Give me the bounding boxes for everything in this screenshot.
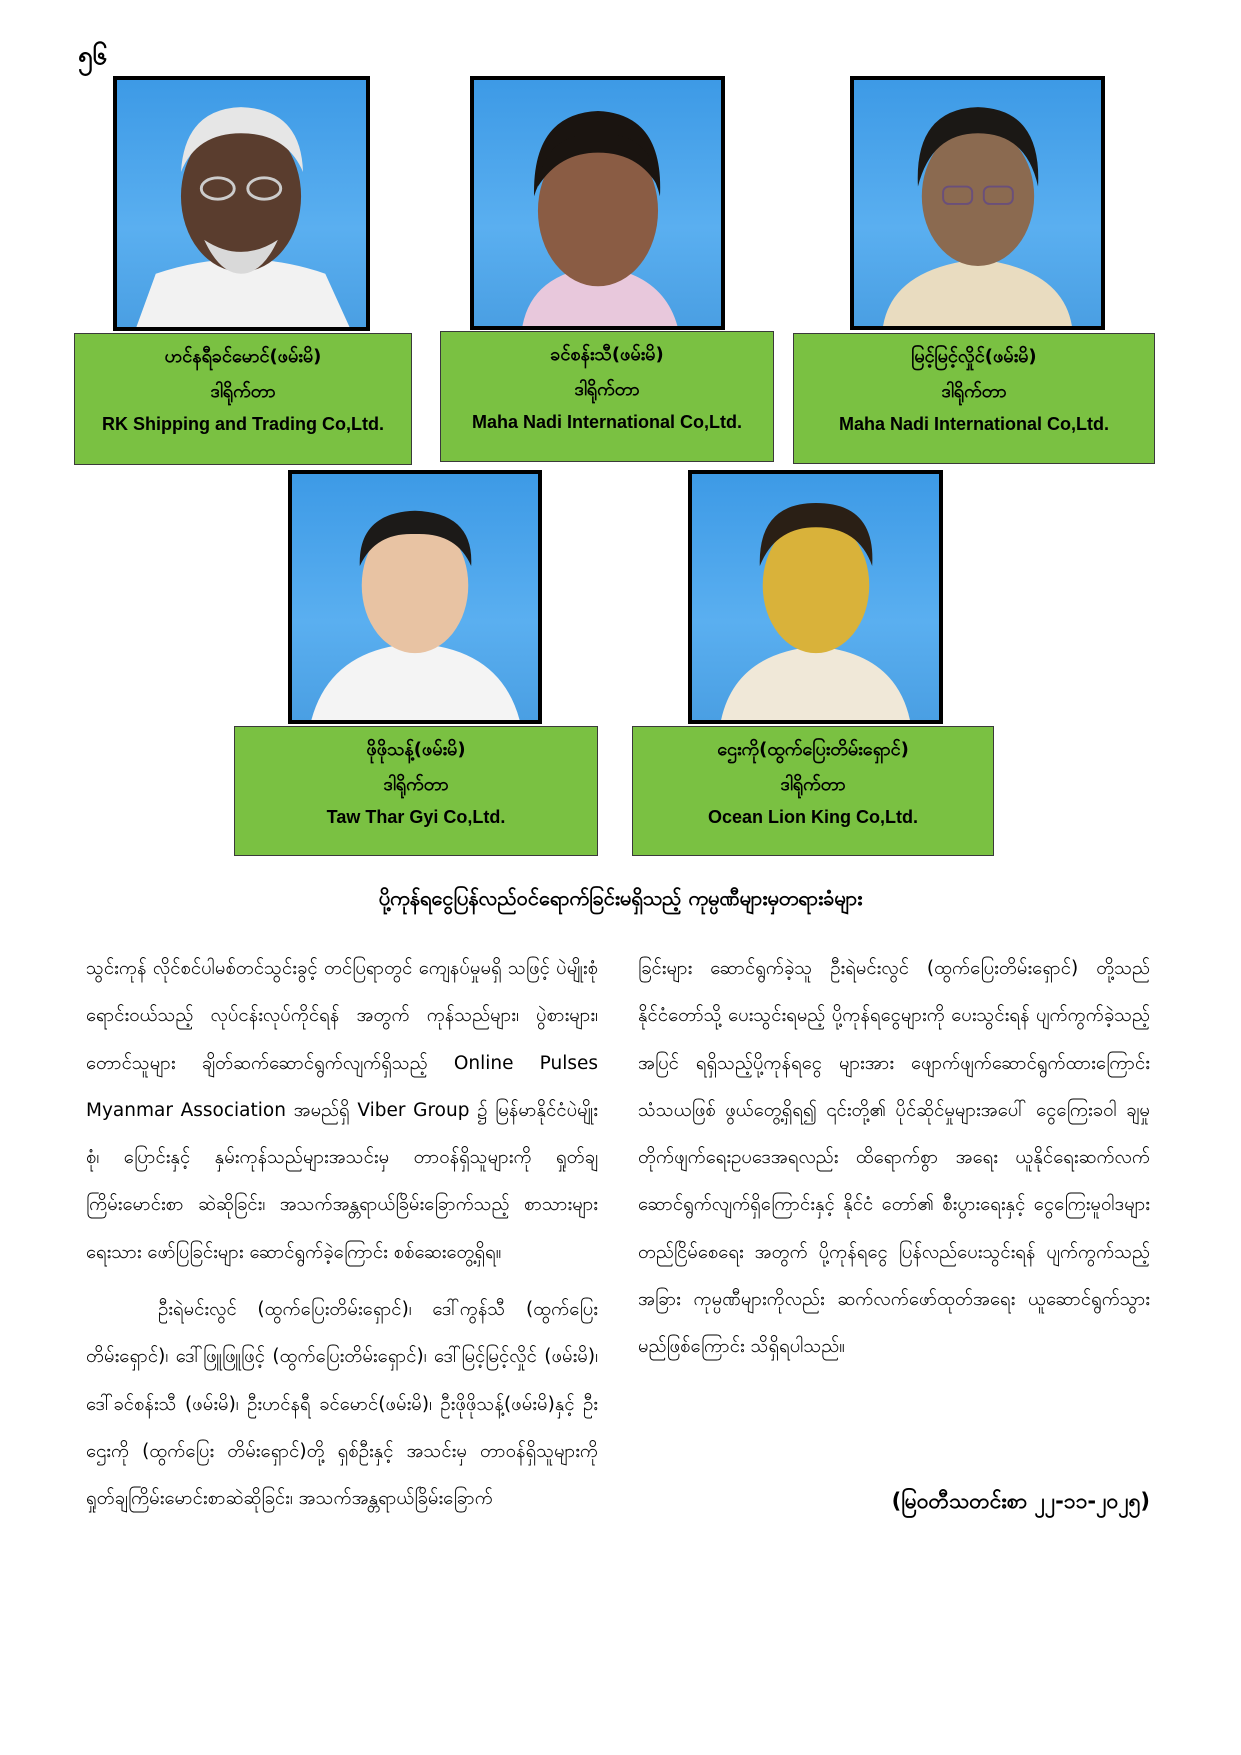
caption-person-1 — [74, 333, 412, 465]
caption-person-5 — [632, 726, 994, 856]
caption-person-3 — [793, 333, 1155, 464]
article-left-column — [86, 945, 598, 1523]
article-paragraph: ခြင်းများ ဆောင်ရွက်ခဲ့သူ ဦးရဲမင်းလွင် (ထွက်ပြေးတိမ်းရှောင်) တို့သည် နိုင်ငံတော်သို့ ပေးသွင်းရမည့် ပို့ကုန်ရငွေများကို ပေးသွင်းရန် ပျက်ကွက်ခဲ့သည့်အပြင် ရရှိသည့်ပို့ကုန်ရငွေ များအား ဖျောက်ဖျက်ဆောင်ရွက်ထားကြောင်း သံသယဖြစ် ဖွယ်တွေ့ရှိရ၍ ၎င်းတို့၏ ပိုင်ဆိုင်မှုများအပေါ် ငွေကြေးခဝါ ချမှုတိုက်ဖျက်ရေးဥပဒေအရလည်း ထိရောက်စွာ အရေး ယူနိုင်ရေးဆက်လက်ဆောင်ရွက်လျက်ရှိကြောင်းနှင့် နိုင်ငံ တော်၏ စီးပွားရေးနှင့် ငွေကြေးမူဝါဒများ တည်ငြိမ်စေရေး အတွက် ပို့ကုန်ရငွေ ပြန်လည်ပေးသွင်းရန် ပျက်ကွက်သည့် အခြား ကုမ္ပဏီများကိုလည်း ဆက်လက်ဖော်ထုတ်အရေး ယူဆောင်ရွက်သွားမည်ဖြစ်ကြောင်း သိရှိရပါသည်။ — [638, 958, 1150, 1358]
person-company: Ocean Lion King Co,Ltd. — [708, 807, 918, 827]
person-role: ဒါရိုက်တာ — [574, 379, 640, 400]
person-role: ဒါရိုက်တာ — [383, 774, 449, 795]
person-name: ဖိုဖိုသန့်(ဖမ်းမိ) — [366, 739, 466, 760]
person-name: မြင့်မြင့်လှိုင်(ဖမ်းမိ) — [911, 346, 1037, 367]
person-role: ဒါရိုက်တာ — [941, 381, 1007, 402]
person-company: Maha Nadi International Co,Ltd. — [838, 414, 1109, 434]
portrait-photo-3 — [850, 76, 1105, 330]
page-number: ၅၆ — [78, 41, 108, 71]
caption-person-4 — [234, 726, 598, 856]
person-name: ဌေးကို(ထွက်ပြေးတိမ်းရှောင်) — [717, 739, 909, 760]
person-company: Taw Thar Gyi Co,Ltd. — [326, 807, 506, 827]
section-title: ပို့ကုန်ရငွေပြန်လည်ဝင်ရောက်ခြင်းမရှိသည့် ကုမ္ပဏီများမှတရားခံများ — [378, 886, 863, 910]
person-company: Maha Nadi International Co,Ltd. — [471, 412, 742, 432]
portrait-man-yellow — [692, 474, 939, 720]
article-paragraph: သွင်းကုန် လိုင်စင်ပါမစ်တင်သွင်းခွင့် တင်ပြရာတွင် ကျေနပ်မှုမရှိ သဖြင့် ပဲမျိုးစုံရောင်းဝယ်သည့် လုပ်ငန်းလုပ်ကိုင်ရန် အတွက် ကုန်သည်များ၊ ပွဲစားများ၊ တောင်သူများ ချိတ်ဆက်ဆောင်ရွက်လျက်ရှိသည့် Online Pulses Myanmar Association အမည်ရှိ Viber Group ၌ မြန်မာနိုင်ငံပဲမျိုးစုံ၊ ပြောင်းနှင့် နှမ်းကုန်သည်များအသင်းမှ တာဝန်ရှိသူများကို ရှုတ်ချကြိမ်းမောင်းစာ ဆဲဆိုခြင်း၊ အသက်အန္တရာယ်ခြိမ်းခြောက်သည့် စာသားများ ရေးသား ဖော်ပြခြင်းများ ဆောင်ရွက်ခဲ့ကြောင်း စစ်ဆေးတွေ့ရှိရ။ — [86, 958, 598, 1263]
source-citation: (မြဝတီသတင်းစာ ၂၂-၁၁-၂၀၂၅) — [891, 1489, 1150, 1513]
portrait-woman-2 — [854, 80, 1101, 326]
person-name: ဟင်နရီခင်မောင်(ဖမ်းမိ) — [164, 346, 322, 367]
article-right-column — [638, 945, 1150, 1371]
portrait-photo-1 — [113, 76, 370, 331]
portrait-photo-5 — [688, 470, 943, 724]
person-role: ဒါရိုက်တာ — [210, 381, 276, 402]
portrait-woman-1 — [474, 80, 721, 326]
person-name: ခင်စန်းသီ(ဖမ်းမိ) — [550, 344, 664, 365]
person-company: RK Shipping and Trading Co,Ltd. — [102, 414, 384, 434]
portrait-photo-2 — [470, 76, 725, 330]
person-role: ဒါရိုက်တာ — [780, 774, 846, 795]
portrait-photo-4 — [288, 470, 542, 724]
portrait-man-white-hair — [117, 80, 366, 327]
caption-person-2 — [440, 331, 774, 462]
article-paragraph: ဦးရဲမင်းလွင် (ထွက်ပြေးတိမ်းရှောင်)၊ ဒေါ်ကွန်သီ (ထွက်ပြေးတိမ်းရှောင်)၊ ဒေါ်ဖြူဖြူဖြင့် (ထွက်ပြေးတိမ်းရှောင်)၊ ဒေါ်မြင့်မြင့်လှိုင် (ဖမ်းမိ)၊ ဒေါ်ခင်စန်းသီ (ဖမ်းမိ)၊ ဦးဟင်နရီ ခင်မောင်(ဖမ်းမိ)၊ ဦးဖိုဖိုသန့်(ဖမ်းမိ)နှင့် ဦးဌေးကို (ထွက်ပြေး တိမ်းရှောင်)တို့ ရှစ်ဦးနှင့် အသင်းမှ တာဝန်ရှိသူများကို ရှုတ်ချကြိမ်းမောင်းစာဆဲဆိုခြင်း၊ အသက်အန္တရာယ်ခြိမ်းခြောက် — [86, 1299, 598, 1510]
portrait-young-man — [292, 474, 538, 720]
